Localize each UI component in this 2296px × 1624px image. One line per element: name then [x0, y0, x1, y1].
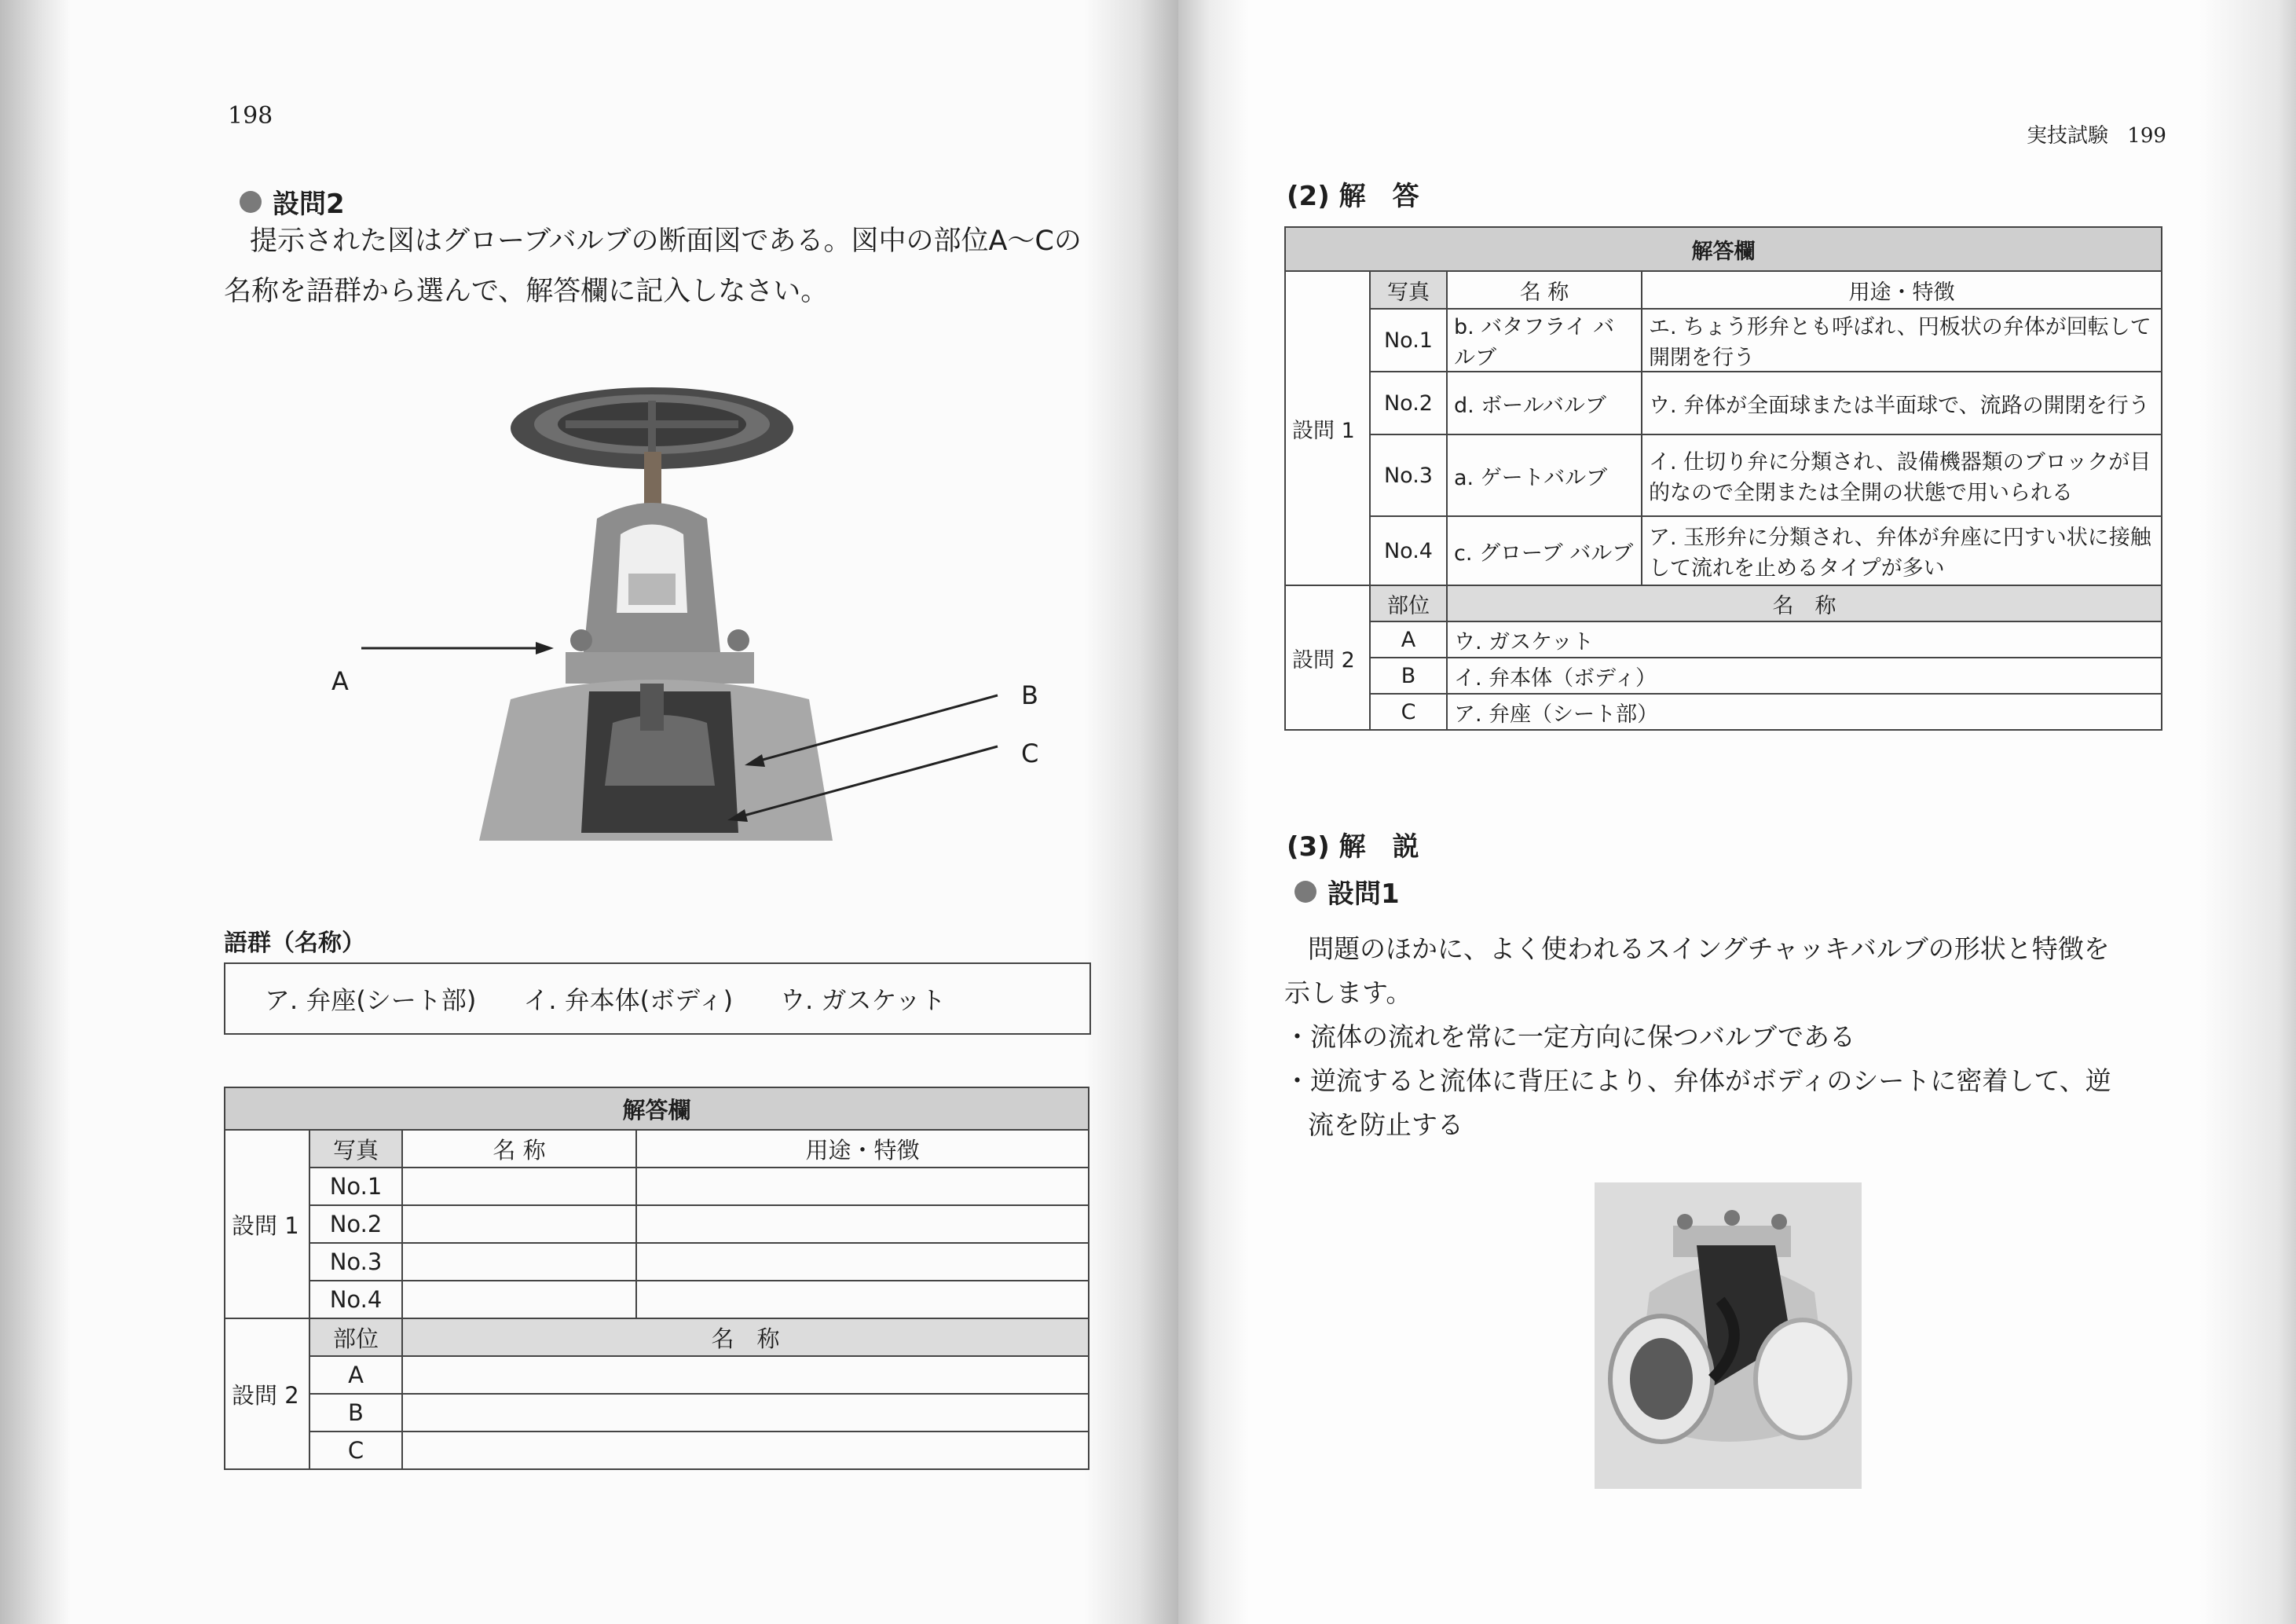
answer-use-cell[interactable] [636, 1243, 1089, 1281]
row-name: b. バタフライ バルブ [1447, 309, 1642, 372]
part-name: ウ. ガスケット [1447, 621, 2162, 658]
row-use: ウ. 弁体が全面球または半面球で、流路の開閉を行う [1642, 372, 2162, 434]
col-part: 部位 [309, 1318, 402, 1356]
page-number-left: 198 [228, 102, 273, 130]
col-name: 名 称 [402, 1130, 636, 1168]
bullet-dot-icon [1294, 881, 1316, 903]
part-cell: C [1370, 694, 1447, 730]
answer-part-cell[interactable] [402, 1432, 1089, 1469]
word-item: ウ. ガスケット [780, 985, 946, 1015]
answer-use-cell[interactable] [636, 1168, 1089, 1205]
callout-b: B [1021, 680, 1038, 710]
answer-name-cell[interactable] [402, 1243, 636, 1281]
row-name: c. グローブ バルブ [1447, 516, 1642, 585]
col-part: 部位 [1370, 585, 1447, 621]
page-number-right: 199 [2127, 124, 2166, 148]
bullet-dot-icon [240, 191, 262, 213]
bullet-item: ・流体の流れを常に一定方向に保つバルブである [1284, 1021, 1855, 1052]
word-item: イ. 弁本体(ボディ) [523, 985, 734, 1015]
callout-c: C [1021, 739, 1039, 768]
answer-name-cell[interactable] [402, 1205, 636, 1243]
part-cell: B [1370, 658, 1447, 694]
row-use: イ. 仕切り弁に分類され、設備機器類のブロックが目的なので全閉または全開の状態で用いられる [1642, 434, 2162, 516]
q1-label: 設問 1 [1285, 271, 1370, 585]
question-text-line2: 名称を語群から選んで、解答欄に記入しなさい。 [224, 276, 829, 307]
col-part-name: 名 称 [1447, 585, 2162, 621]
explain-heading [1294, 872, 1400, 911]
col-use: 用途・特徴 [636, 1130, 1089, 1168]
part-cell: A [309, 1356, 402, 1394]
table-title: 解答欄 [1285, 227, 2162, 271]
col-photo: 写真 [309, 1130, 402, 1168]
answer-table-blank [224, 1087, 1089, 1470]
table-title: 解答欄 [225, 1087, 1089, 1130]
row-use: エ. ちょう形弁とも呼ばれ、円板状の弁体が回転して開閉を行う [1642, 309, 2162, 372]
col-photo: 写真 [1370, 271, 1447, 309]
answer-table-filled [1284, 226, 2162, 731]
part-cell: A [1370, 621, 1447, 658]
running-header [2027, 119, 2166, 148]
swing-check-valve-photo [1595, 1182, 1862, 1489]
bullet-item: ・逆流すると流体に背圧により、弁体がボディのシートに密着して、逆 [1284, 1065, 2111, 1096]
explain-heading-text: 設問1 [1327, 878, 1400, 910]
callout-a: A [331, 666, 349, 696]
header-text: 実技試験 [2027, 124, 2109, 148]
col-part-name: 名 称 [402, 1318, 1089, 1356]
answer-name-cell[interactable] [402, 1168, 636, 1205]
question-text [250, 216, 1130, 266]
explain-line2: 示します。 [1284, 977, 1412, 1008]
q2-label: 設問 2 [1285, 585, 1370, 730]
word-group-box [224, 962, 1091, 1035]
row-no: No.3 [309, 1243, 402, 1281]
row-no: No.2 [309, 1205, 402, 1243]
explain-text [1284, 927, 2211, 1147]
answer-use-cell[interactable] [636, 1205, 1089, 1243]
section2-title: (2) 解 答 [1287, 181, 1419, 212]
question-heading-text: 設問2 [273, 189, 345, 220]
row-use: ア. 玉形弁に分類され、弁体が弁座に円すい状に接触して流れを止めるタイプが多い [1642, 516, 2162, 585]
globe-valve-illustration [330, 377, 1084, 849]
answer-use-cell[interactable] [636, 1281, 1089, 1318]
word-item: ア. 弁座(シート部) [265, 985, 477, 1015]
word-group-title: 語群（名称） [224, 929, 365, 957]
row-no: No.1 [309, 1168, 402, 1205]
answer-part-cell[interactable] [402, 1356, 1089, 1394]
part-name: ア. 弁座（シート部） [1447, 694, 2162, 730]
answer-name-cell[interactable] [402, 1281, 636, 1318]
q2-label: 設問 2 [225, 1318, 309, 1469]
bullet-item-cont: 流を防止する [1308, 1109, 1463, 1140]
right-page [1178, 0, 2296, 1624]
row-no: No.2 [1370, 372, 1447, 434]
col-use: 用途・特徴 [1642, 271, 2162, 309]
question-heading [240, 182, 345, 221]
question-text-line1: 提示された図はグローブバルブの断面図である。図中の部位A～Cの [250, 225, 1082, 257]
question-text-2 [224, 266, 1104, 317]
part-cell: C [309, 1432, 402, 1469]
col-name: 名 称 [1447, 271, 1642, 309]
row-no: No.1 [1370, 309, 1447, 372]
section3-title: (3) 解 説 [1287, 831, 1419, 863]
explain-line1: 問題のほかに、よく使われるスイングチャッキバルブの形状と特徴を [1308, 933, 2110, 964]
row-no: No.4 [309, 1281, 402, 1318]
q1-label: 設問 1 [225, 1130, 309, 1318]
row-no: No.4 [1370, 516, 1447, 585]
part-name: イ. 弁本体（ボディ） [1447, 658, 2162, 694]
answer-part-cell[interactable] [402, 1394, 1089, 1432]
row-name: a. ゲートバルブ [1447, 434, 1642, 516]
row-name: d. ボールバルブ [1447, 372, 1642, 434]
row-no: No.3 [1370, 434, 1447, 516]
part-cell: B [309, 1394, 402, 1432]
